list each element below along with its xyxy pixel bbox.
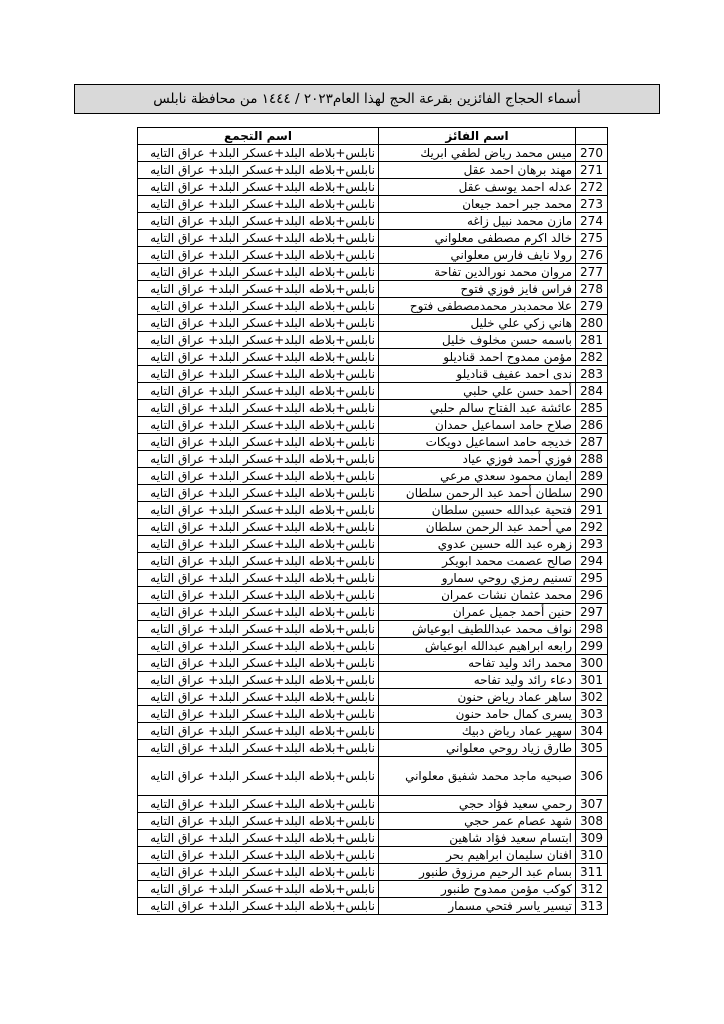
winner-name: ميس محمد رياض لطفي ابريك (379, 145, 576, 162)
winner-name: خديجه حامد اسماعيل دويكات (379, 434, 576, 451)
group-name: نابلس+بلاطه البلد+عسكر البلد+ عراق التايه (138, 485, 379, 502)
winner-name: مازن محمد نبيل زاغه (379, 213, 576, 230)
winner-name: مي أحمد عبد الرحمن سلطان (379, 519, 576, 536)
winner-name: شهد عصام عمر حجي (379, 813, 576, 830)
table-row (138, 162, 608, 179)
table-row (138, 740, 608, 757)
winner-name: فتحية عبدالله حسين سلطان (379, 502, 576, 519)
winner-name: كوكب مؤمن ممدوح طنبور (379, 881, 576, 898)
group-name: نابلس+بلاطه البلد+عسكر البلد+ عراق التايه (138, 898, 379, 915)
group-name: نابلس+بلاطه البلد+عسكر البلد+ عراق التايه (138, 162, 379, 179)
table-row (138, 230, 608, 247)
group-name: نابلس+بلاطه البلد+عسكر البلد+ عراق التايه (138, 796, 379, 813)
group-name: نابلس+بلاطه البلد+عسكر البلد+ عراق التايه (138, 247, 379, 264)
table-row (138, 264, 608, 281)
row-number: 293 (576, 536, 608, 553)
group-name: نابلس+بلاطه البلد+عسكر البلد+ عراق التايه (138, 621, 379, 638)
row-number: 273 (576, 196, 608, 213)
row-number: 279 (576, 298, 608, 315)
row-number: 307 (576, 796, 608, 813)
table-row (138, 604, 608, 621)
table-row (138, 881, 608, 898)
row-number: 305 (576, 740, 608, 757)
winner-name: رحمي سعيد فؤاد حجي (379, 796, 576, 813)
winner-name: افنان سليمان ابراهيم بحر (379, 847, 576, 864)
table-row (138, 655, 608, 672)
row-number: 275 (576, 230, 608, 247)
row-number: 288 (576, 451, 608, 468)
row-number: 289 (576, 468, 608, 485)
winner-name: بسام عبد الرحيم مرزوق طنبور (379, 864, 576, 881)
row-number: 284 (576, 383, 608, 400)
winner-name: مؤمن ممدوح احمد قناديلو (379, 349, 576, 366)
table-row (138, 570, 608, 587)
row-number: 298 (576, 621, 608, 638)
group-name: نابلس+بلاطه البلد+عسكر البلد+ عراق التايه (138, 570, 379, 587)
winner-name: تسنيم رمزي روحي سمارو (379, 570, 576, 587)
table-row (138, 757, 608, 796)
table-row (138, 536, 608, 553)
row-number: 308 (576, 813, 608, 830)
group-name: نابلس+بلاطه البلد+عسكر البلد+ عراق التايه (138, 349, 379, 366)
row-number: 300 (576, 655, 608, 672)
table-row (138, 830, 608, 847)
row-number: 272 (576, 179, 608, 196)
group-name: نابلس+بلاطه البلد+عسكر البلد+ عراق التايه (138, 740, 379, 757)
group-name: نابلس+بلاطه البلد+عسكر البلد+ عراق التايه (138, 587, 379, 604)
winner-name: محمد عثمان نشات عمران (379, 587, 576, 604)
group-name: نابلس+بلاطه البلد+عسكر البلد+ عراق التايه (138, 864, 379, 881)
group-name: نابلس+بلاطه البلد+عسكر البلد+ عراق التايه (138, 196, 379, 213)
row-number: 297 (576, 604, 608, 621)
document-title: أسماء الحجاج الفائزين بقرعة الحج لهذا العام٢٠٢٣ / ١٤٤٤ من محافظة نابلس (74, 84, 660, 114)
row-number: 287 (576, 434, 608, 451)
winner-name: نواف محمد عبداللطيف ابوعياش (379, 621, 576, 638)
table-row (138, 366, 608, 383)
winner-name: خالد اكرم مصطفى معلواني (379, 230, 576, 247)
table-row (138, 451, 608, 468)
row-number: 312 (576, 881, 608, 898)
row-number: 281 (576, 332, 608, 349)
group-name: نابلس+بلاطه البلد+عسكر البلد+ عراق التايه (138, 434, 379, 451)
group-name: نابلس+بلاطه البلد+عسكر البلد+ عراق التايه (138, 179, 379, 196)
row-number: 296 (576, 587, 608, 604)
row-number: 283 (576, 366, 608, 383)
winner-name: رابعه ابراهيم عبدالله ابوعياش (379, 638, 576, 655)
group-name: نابلس+بلاطه البلد+عسكر البلد+ عراق التايه (138, 145, 379, 162)
row-number: 309 (576, 830, 608, 847)
group-name: نابلس+بلاطه البلد+عسكر البلد+ عراق التايه (138, 638, 379, 655)
winner-name: محمد رائد وليد تفاحه (379, 655, 576, 672)
row-number: 274 (576, 213, 608, 230)
row-number: 277 (576, 264, 608, 281)
group-name: نابلس+بلاطه البلد+عسكر البلد+ عراق التايه (138, 332, 379, 349)
row-number: 306 (576, 757, 608, 796)
table-row (138, 145, 608, 162)
winner-name: زهره عبد الله حسين عدوي (379, 536, 576, 553)
row-number: 280 (576, 315, 608, 332)
group-name: نابلس+بلاطه البلد+عسكر البلد+ عراق التايه (138, 264, 379, 281)
group-name: نابلس+بلاطه البلد+عسكر البلد+ عراق التايه (138, 298, 379, 315)
row-number: 295 (576, 570, 608, 587)
table-row (138, 485, 608, 502)
table-row (138, 587, 608, 604)
table-row (138, 417, 608, 434)
group-name: نابلس+بلاطه البلد+عسكر البلد+ عراق التايه (138, 604, 379, 621)
winner-name: مروان محمد نورالدين تفاحة (379, 264, 576, 281)
row-number: 303 (576, 706, 608, 723)
table-row (138, 689, 608, 706)
winner-name: سهير عماد رياض دبيك (379, 723, 576, 740)
winner-name: تيسير ياسر فتحي مسمار (379, 898, 576, 915)
group-name: نابلس+بلاطه البلد+عسكر البلد+ عراق التايه (138, 655, 379, 672)
row-number: 278 (576, 281, 608, 298)
winner-name: صالح عصمت محمد ابويكر (379, 553, 576, 570)
group-name: نابلس+بلاطه البلد+عسكر البلد+ عراق التايه (138, 689, 379, 706)
table-row (138, 315, 608, 332)
group-name: نابلس+بلاطه البلد+عسكر البلد+ عراق التايه (138, 213, 379, 230)
winner-name: ندى احمد عفيف قناديلو (379, 366, 576, 383)
table-row (138, 434, 608, 451)
winner-name: ابتسام سعيد فؤاد شاهين (379, 830, 576, 847)
table-row (138, 796, 608, 813)
row-number: 271 (576, 162, 608, 179)
group-name: نابلس+بلاطه البلد+عسكر البلد+ عراق التايه (138, 502, 379, 519)
winner-name: طارق زياد روحي معلواني (379, 740, 576, 757)
winner-name: صبحيه ماجد محمد شفيق معلواني (379, 757, 576, 796)
winners-table (137, 127, 608, 915)
group-name: نابلس+بلاطه البلد+عسكر البلد+ عراق التايه (138, 723, 379, 740)
table-row (138, 864, 608, 881)
row-number: 311 (576, 864, 608, 881)
winner-name: عائشة عبد الفتاح سالم حلبي (379, 400, 576, 417)
table-row (138, 553, 608, 570)
winner-name: عدله احمد يوسف عقل (379, 179, 576, 196)
group-name: نابلس+بلاطه البلد+عسكر البلد+ عراق التايه (138, 813, 379, 830)
group-name: نابلس+بلاطه البلد+عسكر البلد+ عراق التايه (138, 383, 379, 400)
table-row (138, 400, 608, 417)
table-row (138, 468, 608, 485)
table-row (138, 502, 608, 519)
winner-name: يسرى كمال حامد حنون (379, 706, 576, 723)
winner-name: علا محمدبدر محمدمصطفى فتوح (379, 298, 576, 315)
group-name: نابلس+بلاطه البلد+عسكر البلد+ عراق التايه (138, 281, 379, 298)
group-name: نابلس+بلاطه البلد+عسكر البلد+ عراق التايه (138, 451, 379, 468)
table-row (138, 281, 608, 298)
group-name: نابلس+بلاطه البلد+عسكر البلد+ عراق التايه (138, 847, 379, 864)
header-group-name: اسم التجمع (138, 128, 379, 145)
group-name: نابلس+بلاطه البلد+عسكر البلد+ عراق التايه (138, 230, 379, 247)
winner-name: أحمد حسن علي حلبي (379, 383, 576, 400)
group-name: نابلس+بلاطه البلد+عسكر البلد+ عراق التايه (138, 553, 379, 570)
row-number: 285 (576, 400, 608, 417)
row-number: 313 (576, 898, 608, 915)
row-number: 310 (576, 847, 608, 864)
row-number: 302 (576, 689, 608, 706)
table-row (138, 179, 608, 196)
winner-name: فراس فايز فوزي فتوح (379, 281, 576, 298)
row-number: 294 (576, 553, 608, 570)
table-row (138, 213, 608, 230)
row-number: 291 (576, 502, 608, 519)
table-row (138, 706, 608, 723)
winner-name: مهند برهان احمد عقل (379, 162, 576, 179)
winner-name: دعاء رائد وليد تفاحه (379, 672, 576, 689)
table-row (138, 298, 608, 315)
group-name: نابلس+بلاطه البلد+عسكر البلد+ عراق التايه (138, 400, 379, 417)
group-name: نابلس+بلاطه البلد+عسكر البلد+ عراق التايه (138, 315, 379, 332)
group-name: نابلس+بلاطه البلد+عسكر البلد+ عراق التايه (138, 757, 379, 796)
group-name: نابلس+بلاطه البلد+عسكر البلد+ عراق التايه (138, 672, 379, 689)
header-winner-name: اسم الفائز (379, 128, 576, 145)
row-number: 270 (576, 145, 608, 162)
row-number: 286 (576, 417, 608, 434)
group-name: نابلس+بلاطه البلد+عسكر البلد+ عراق التايه (138, 417, 379, 434)
header-number (576, 128, 608, 145)
winner-name: ايمان محمود سعدي مرعي (379, 468, 576, 485)
table-row (138, 196, 608, 213)
table-row (138, 383, 608, 400)
table-row (138, 349, 608, 366)
table-row (138, 247, 608, 264)
table-row (138, 813, 608, 830)
row-number: 292 (576, 519, 608, 536)
winner-name: رولا نايف فارس معلواني (379, 247, 576, 264)
group-name: نابلس+بلاطه البلد+عسكر البلد+ عراق التايه (138, 706, 379, 723)
winner-name: باسمه حسن مخلوف خليل (379, 332, 576, 349)
table-row (138, 723, 608, 740)
winner-name: حنين أحمد جميل عمران (379, 604, 576, 621)
group-name: نابلس+بلاطه البلد+عسكر البلد+ عراق التايه (138, 881, 379, 898)
row-number: 282 (576, 349, 608, 366)
table-row (138, 638, 608, 655)
winner-name: هاني زكي علي خليل (379, 315, 576, 332)
winner-name: فوزي أحمد فوزي عياد (379, 451, 576, 468)
group-name: نابلس+بلاطه البلد+عسكر البلد+ عراق التايه (138, 830, 379, 847)
winner-name: صلاح حامد اسماعيل حمدان (379, 417, 576, 434)
winner-name: ساهر عماد رياض حنون (379, 689, 576, 706)
table-row (138, 519, 608, 536)
table-body (138, 145, 608, 915)
table-row (138, 332, 608, 349)
winner-name: محمد جبر احمد جيعان (379, 196, 576, 213)
group-name: نابلس+بلاطه البلد+عسكر البلد+ عراق التايه (138, 519, 379, 536)
table-row (138, 672, 608, 689)
row-number: 276 (576, 247, 608, 264)
group-name: نابلس+بلاطه البلد+عسكر البلد+ عراق التايه (138, 468, 379, 485)
group-name: نابلس+بلاطه البلد+عسكر البلد+ عراق التايه (138, 366, 379, 383)
table-row (138, 847, 608, 864)
table-row (138, 621, 608, 638)
row-number: 290 (576, 485, 608, 502)
table-row (138, 898, 608, 915)
table-header-row (138, 128, 608, 145)
row-number: 299 (576, 638, 608, 655)
winner-name: سلطان أحمد عبد الرحمن سلطان (379, 485, 576, 502)
row-number: 301 (576, 672, 608, 689)
group-name: نابلس+بلاطه البلد+عسكر البلد+ عراق التايه (138, 536, 379, 553)
row-number: 304 (576, 723, 608, 740)
